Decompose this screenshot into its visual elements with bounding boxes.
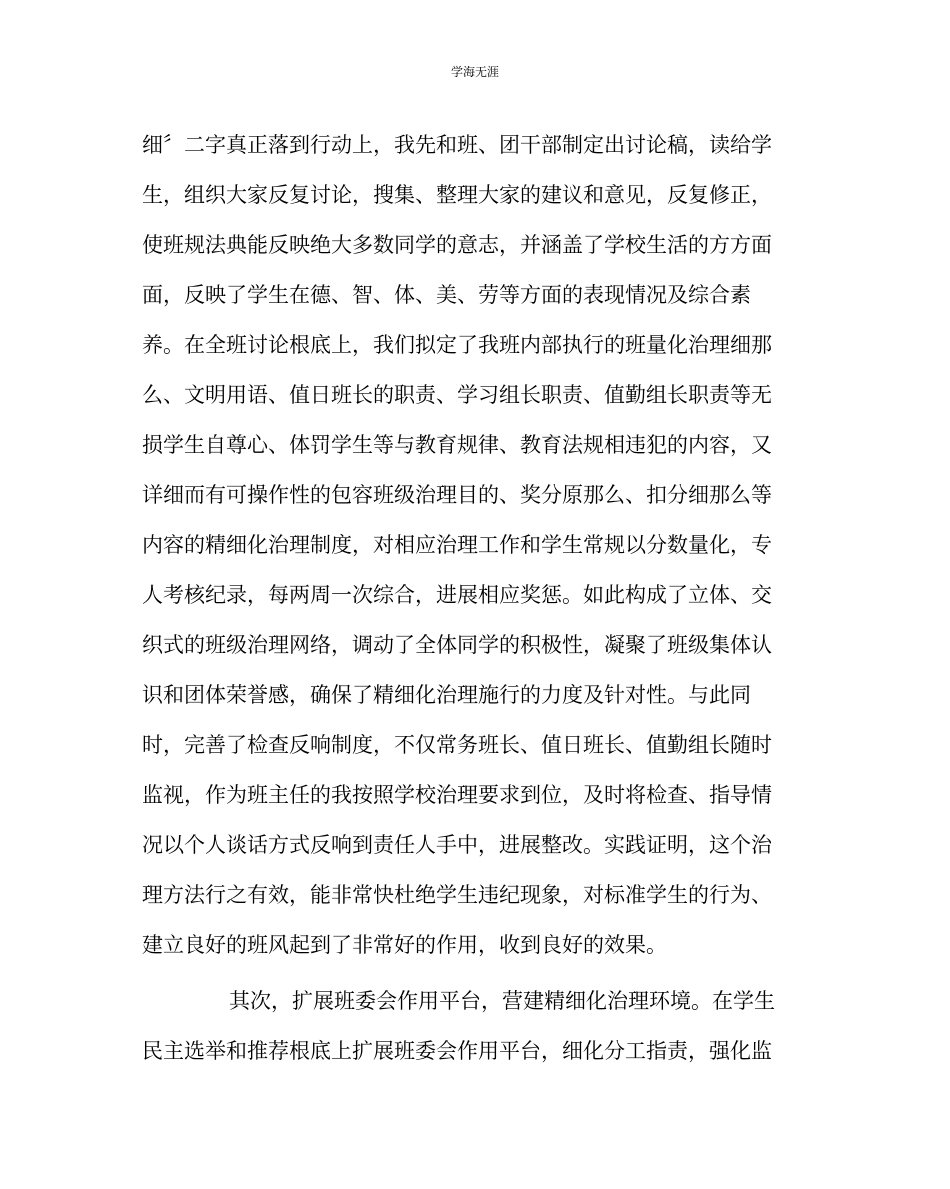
paragraph-line: 识和团体荣誉感，确保了精细化治理施行的力度及针对性。与此同 bbox=[142, 683, 751, 707]
paragraph-line: 生，组织大家反复讨论，搜集、整理大家的建议和意见，反复修正， bbox=[142, 183, 772, 207]
page-header: 学海无涯 bbox=[450, 65, 499, 79]
paragraph-line: 详细而有可操作性的包容班级治理目的、奖分原那么、扣分细那么等 bbox=[142, 483, 772, 507]
paragraph-first-line: 其次，扩展班委会作用平台，营建精细化治理环境。在学生 bbox=[229, 989, 775, 1013]
paragraph-line: 理方法行之有效，能非常快杜绝学生违纪现象，对标准学生的行为、 bbox=[142, 883, 772, 907]
paragraph-line: 使班规法典能反映绝大多数同学的意志，并涵盖了学校生活的方方面 bbox=[142, 233, 772, 257]
paragraph-line: 织式的班级治理网络，调动了全体同学的积极性，凝聚了班级集体认 bbox=[142, 633, 772, 657]
paragraph-line: 建立良好的班风起到了非常好的作用，收到良好的效果。 bbox=[142, 933, 667, 957]
paragraph-line: 细〞二字真正落到行动上，我先和班、团干部制定出讨论稿，读给学 bbox=[142, 133, 772, 157]
paragraph-line: 时，完善了检查反响制度，不仅常务班长、值日班长、值勤组长随时 bbox=[142, 733, 772, 757]
paragraph-line: 养。在全班讨论根底上，我们拟定了我班内部执行的班量化治理细那 bbox=[142, 333, 772, 357]
paragraph-line: 损学生自尊心、体罚学生等与教育规律、教育法规相违犯的内容，又 bbox=[142, 433, 772, 457]
paragraph-line: 监视，作为班主任的我按照学校治理要求到位，及时将检查、指导情 bbox=[142, 783, 772, 807]
paragraph-line: 面，反映了学生在德、智、体、美、劳等方面的表现情况及综合素 bbox=[142, 283, 751, 307]
paragraph-line: 民主选举和推荐根底上扩展班委会作用平台，细化分工指责，强化监 bbox=[142, 1039, 772, 1063]
paragraph-line: 况以个人谈话方式反响到责任人手中，进展整改。实践证明，这个治 bbox=[142, 833, 772, 857]
paragraph-line: 么、文明用语、值日班长的职责、学习组长职责、值勤组长职责等无 bbox=[142, 383, 772, 407]
paragraph-line: 内容的精细化治理制度，对相应治理工作和学生常规以分数量化，专 bbox=[142, 533, 772, 557]
paragraph-line: 人考核纪录，每两周一次综合，进展相应奖惩。如此构成了立体、交 bbox=[142, 583, 772, 607]
